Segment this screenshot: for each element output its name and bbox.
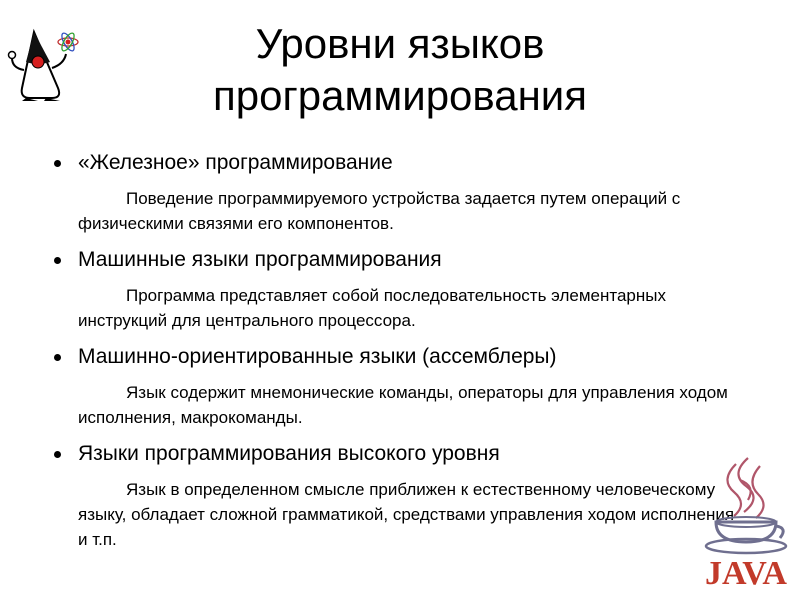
bullet-icon bbox=[54, 451, 61, 458]
list-item bbox=[46, 148, 746, 236]
item-heading: Машинно-ориентированные языки (ассемблеры) bbox=[78, 345, 557, 368]
item-heading: Машинные языки программирования bbox=[78, 248, 442, 271]
bullet-list bbox=[46, 148, 746, 552]
java-logo-icon bbox=[700, 450, 796, 594]
item-description bbox=[78, 186, 746, 236]
item-description-text: Язык содержит мнемонические команды, операторы для управления ходом исполнения, макрокоманды. bbox=[78, 383, 728, 427]
steam-icon bbox=[727, 458, 763, 518]
list-item bbox=[46, 245, 746, 333]
bullet-icon bbox=[54, 160, 61, 167]
bullet-icon bbox=[54, 257, 61, 264]
list-item bbox=[46, 342, 746, 430]
list-item bbox=[46, 439, 746, 552]
bullet-icon bbox=[54, 354, 61, 361]
item-heading: «Железное» программирование bbox=[78, 151, 393, 174]
title-line-1: Уровни языков bbox=[255, 20, 545, 67]
slide-title bbox=[150, 18, 650, 122]
item-description-text: Программа представляет собой последовательность элементарных инструкций для центрального процессора. bbox=[78, 286, 666, 330]
java-logo-text: JAVA bbox=[705, 555, 787, 592]
item-heading: Языки программирования высокого уровня bbox=[78, 442, 500, 465]
item-description-text: Поведение программируемого устройства задается путем операций с физическими связями его компонентов. bbox=[78, 189, 681, 233]
item-description bbox=[78, 283, 746, 333]
item-description-text: Язык в определенном смысле приближен к естественному человеческому языку, обладает сложной грамматикой, средствами управления ходом исполнения и т.п. bbox=[78, 480, 735, 549]
duke-mascot-icon bbox=[4, 18, 80, 102]
title-line-2: программирования bbox=[212, 72, 588, 119]
item-description bbox=[78, 477, 746, 552]
item-description bbox=[78, 380, 746, 430]
